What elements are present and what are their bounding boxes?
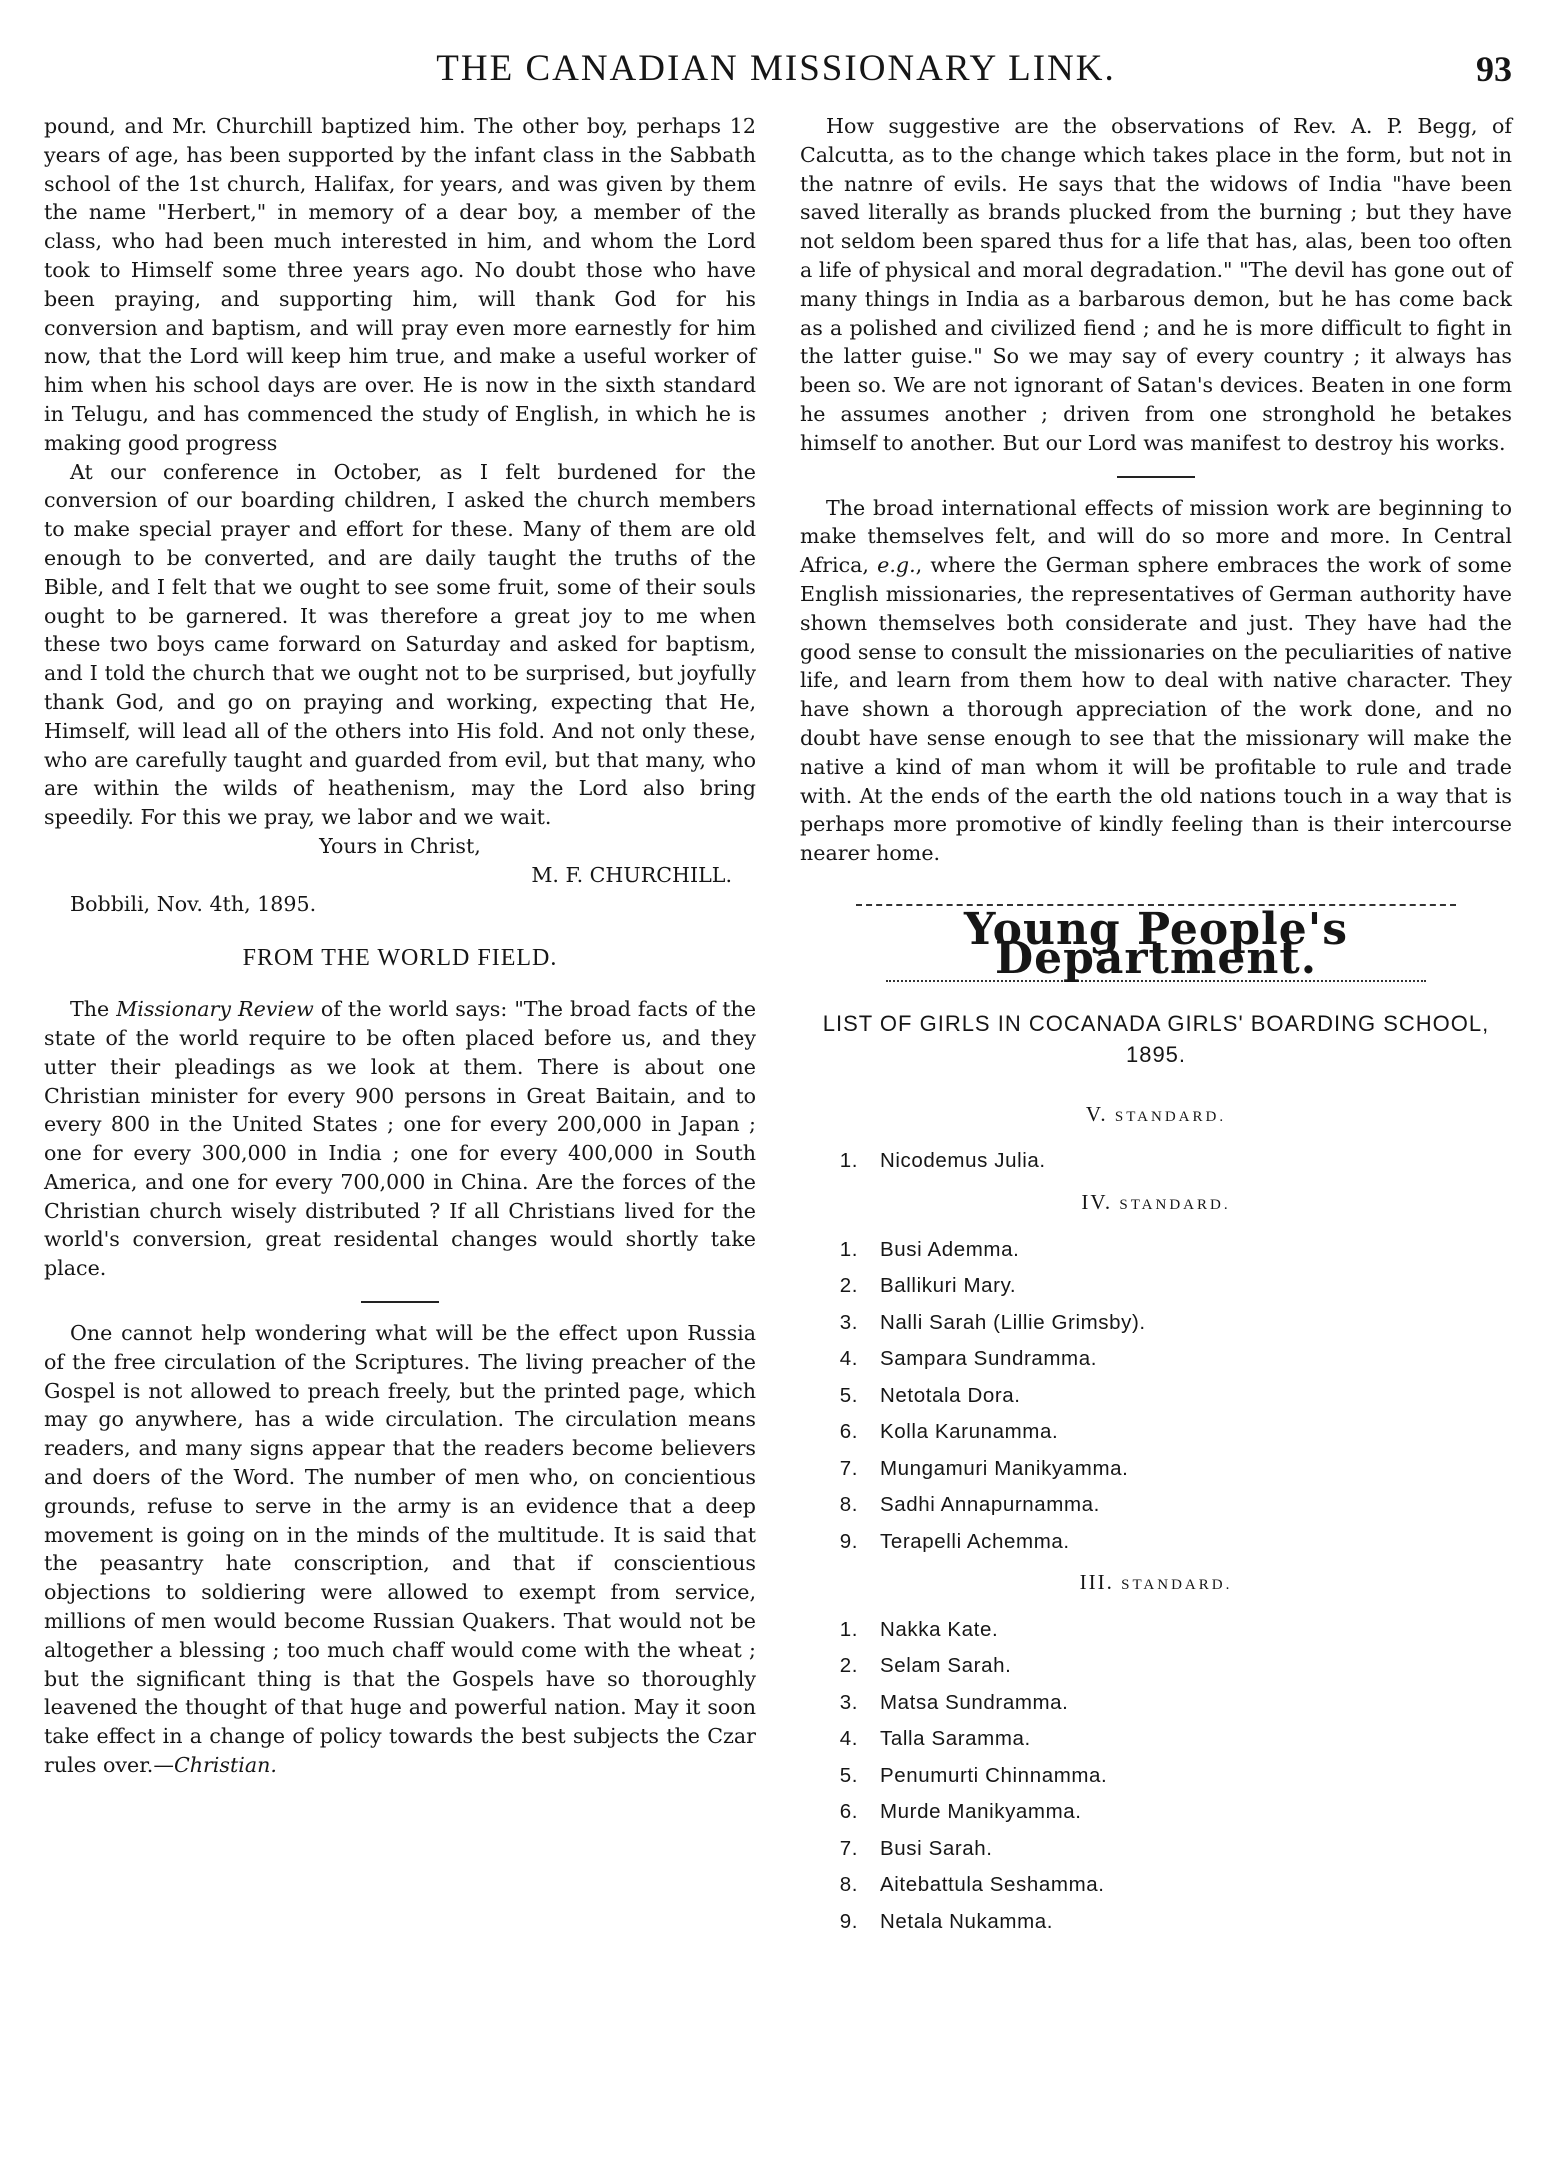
student-name: Penumurti Chinnamma.	[880, 1763, 1108, 1787]
list-number: 3.	[839, 1310, 858, 1334]
list-item	[800, 1268, 1512, 1305]
list-item	[800, 1794, 1512, 1831]
international-effects-paragraph	[800, 494, 1512, 868]
list-number: 3.	[839, 1690, 858, 1714]
divider-rule	[361, 1301, 439, 1303]
student-name: Selam Sarah.	[880, 1654, 1012, 1678]
text-run: The broad international effects of mission work are beginning to make themselves felt, and will do so more and more. In Central Africa,	[800, 495, 1512, 578]
standard-heading	[800, 1100, 1512, 1132]
list-item	[800, 1143, 1512, 1180]
student-name: Netotala Dora.	[880, 1383, 1021, 1407]
text-run: of the world says: "The broad facts of the state of the world require to be often placed before us, and they utter their pleadings as we look at them. There is about one Christian minister for every 900 persons in Great Baitain, and to every 800 in the United States ; one for every 200,000 in Japan ; one for every 300,000 in India ; one for every 400,000 in South America, and one for every 700,000 in China. Are the forces of the Christian church wisely distributed ? If all Christians lived for the world's conversion, great residental changes would shortly take place.	[44, 997, 757, 1281]
publication-name: Missionary Review	[116, 997, 314, 1022]
list-item	[800, 1831, 1512, 1868]
divider-rule	[1117, 476, 1195, 478]
student-name: Terapelli Achemma.	[880, 1529, 1070, 1553]
student-name: Busi Sarah.	[880, 1836, 993, 1860]
letter-place-date: Bobbili, Nov. 4th, 1895.	[70, 891, 317, 916]
list-item	[800, 1232, 1512, 1269]
letter-paragraph-2: At our conference in October, as I felt burdened for the conversion of our boarding children, I asked the church members to make special prayer and effort for these. Many of them are old enough to be converted, and are daily taught the truths of the Bible, and I felt that we ought to see some fruit, some of their souls ought to be garnered. It was therefore a great joy to me when these two boys came forward on Saturday and asked for baptism, and I told the church that we ought not to be surprised, but joyfully thank God, and go on praying and working, expecting that He, Himself, will lead all of the others into His fold. And not only these, who are carefully taught and guarded from evil, but that many, who are within the wilds of heathenism, may the Lord also bring speedily. For this we pray, we labor and we wait.	[44, 459, 756, 830]
standard-heading	[800, 1568, 1512, 1600]
list-number: 7.	[839, 1836, 858, 1860]
list-item	[800, 1487, 1512, 1524]
student-list	[800, 1232, 1512, 1561]
list-item	[800, 1648, 1512, 1685]
student-list	[800, 1143, 1512, 1180]
list-number: 7.	[839, 1456, 858, 1480]
standards-list	[800, 1100, 1512, 1941]
abbreviation-eg: e.g.	[877, 553, 916, 578]
list-number: 1.	[839, 1237, 858, 1261]
student-name: Nicodemus Julia.	[880, 1149, 1046, 1173]
student-name: Matsa Sundramma.	[880, 1690, 1069, 1714]
student-name: Murde Manikyamma.	[880, 1800, 1082, 1824]
list-item	[800, 1758, 1512, 1795]
standard-numeral: IV.	[1081, 1189, 1113, 1214]
student-list	[800, 1612, 1512, 1941]
list-number: 2.	[839, 1654, 858, 1678]
left-column	[44, 112, 756, 1780]
student-name: Netala Nukamma.	[880, 1909, 1054, 1933]
letter-paragraph-1: pound, and Mr. Churchill baptized him. The other boy, perhaps 12 years of age, has been supported by the infant class in the Sabbath school of the 1st church, Halifax, for years, and was given by them the name "Herbert," in memory of a dear boy, a member of the class, who had been much interested in him, and whom the Lord took to Himself some three years ago. No doubt those who have been praying, and supporting him, will thank God for his conversion and baptism, and will pray even more earnestly for him now, that the Lord will keep him true, and make a useful worker of him when his school days are over. He is now in the sixth standard in Telugu, and has commenced the study of English, in which he is making good progress	[44, 114, 756, 455]
source-credit: Christian.	[173, 1753, 277, 1778]
list-number: 8.	[839, 1493, 858, 1517]
list-item	[800, 1378, 1512, 1415]
student-name: Aitebattula Seshamma.	[880, 1873, 1105, 1897]
list-item	[800, 1612, 1512, 1649]
list-item	[800, 1867, 1512, 1904]
letter-signature: M. F. CHURCHILL.	[531, 862, 732, 887]
standard-heading	[800, 1188, 1512, 1220]
journal-title: THE CANADIAN MISSIONARY LINK.	[436, 48, 1116, 89]
standard-numeral: III.	[1079, 1570, 1114, 1595]
student-name: Sampara Sundramma.	[880, 1347, 1098, 1371]
list-number: 9.	[839, 1529, 858, 1553]
student-name: Mungamuri Manikyamma.	[880, 1456, 1129, 1480]
list-item	[800, 1524, 1512, 1561]
student-name: Kolla Karunamma.	[880, 1420, 1059, 1444]
world-field-paragraph-2	[44, 1319, 756, 1780]
page-number: 93	[1476, 49, 1512, 89]
running-header	[40, 42, 1512, 96]
list-item	[800, 1904, 1512, 1941]
list-title: LIST OF GIRLS IN COCANADA GIRLS' BOARDING SCHOOL, 1895.	[822, 1010, 1490, 1067]
section-title-world-field: FROM THE WORLD FIELD.	[242, 945, 558, 972]
student-name: Nakka Kate.	[880, 1617, 999, 1641]
student-name: Busi Ademma.	[880, 1237, 1020, 1261]
list-number: 6.	[839, 1420, 858, 1444]
student-name: Sadhi Annapurnamma.	[880, 1493, 1100, 1517]
student-name: Nalli Sarah (Lillie Grimsby).	[880, 1310, 1146, 1334]
list-number: 1.	[839, 1617, 858, 1641]
student-name: Talla Saramma.	[880, 1727, 1031, 1751]
list-item	[800, 1451, 1512, 1488]
department-title: Young People's Department.	[964, 903, 1348, 984]
list-item	[800, 1341, 1512, 1378]
letter-closing: Yours in Christ,	[319, 833, 481, 858]
begg-paragraph: How suggestive are the observations of Rev. A. P. Begg, of Calcutta, as to the change which takes place in the form, but not in the natnre of evils. He says that the widows of India "have been saved literally as brands plucked from the burning ; but they have not seldom been spared thus for a life that has, alas, been too often a life of physical and moral degradation." "The devil has gone out of many things in India as a barbarous demon, but he has come back as a polished and civilized fiend ; and he is more difficult to fight in the latter guise." So we may say of every country ; it always has been so. We are not ignorant of Satan's devices. Beaten in one form he assumes another ; driven from one stronghold he betakes himself to another. But our Lord was manifest to destroy his works.	[800, 114, 1512, 455]
world-field-paragraph-1	[44, 995, 756, 1283]
list-item	[800, 1685, 1512, 1722]
list-item	[800, 1305, 1512, 1342]
list-number: 8.	[839, 1873, 858, 1897]
list-number: 5.	[839, 1383, 858, 1407]
standard-numeral: V.	[1085, 1101, 1108, 1126]
text-run: The	[70, 997, 117, 1022]
list-item	[800, 1721, 1512, 1758]
text-run: , where the German sphere embraces the work of some English missionaries, the representatives of German authority have shown themselves both considerate and just. They have had the good sense to consult the missionaries on the peculiarities of native life, and learn from them how to deal with native character. They have shown a thorough appreciation of the work done, and no doubt have sense enough to see that the missionary will make the native a kind of man whom it will be profitable to rule and trade with. At the ends of the earth the old nations touch in a way that is perhaps more promotive of kindly feeling than is their intercourse nearer home.	[800, 553, 1512, 866]
standard-label: STANDARD.	[1114, 1108, 1227, 1125]
list-number: 4.	[839, 1727, 858, 1751]
standard-label: STANDARD.	[1119, 1196, 1231, 1213]
list-number: 4.	[839, 1347, 858, 1371]
student-name: Ballikuri Mary.	[880, 1274, 1017, 1298]
text-run: One cannot help wondering what will be the effect upon Russia of the free circulation of the Scriptures. The living preacher of the Gospel is not allowed to preach freely, but the printed page, which may go anywhere, has a wide circulation. The circulation means readers, and many signs appear that the readers become believers and doers of the Word. The number of men who, on concientious grounds, refuse to serve in the army is an evidence that a deep movement is going on in the minds of the multitude. It is said that the peasantry hate conscription, and that if conscientious objections to soldiering were allowed to exempt from service, millions of men would become Russian Quakers. That would not be altogether a blessing ; too much chaff would come with the wheat ; but the significant thing is that the Gospels have so thoroughly leavened the thought of that huge and powerful nation. May it soon take effect in a change of policy towards the best subjects the Czar rules over.—	[44, 1321, 756, 1778]
right-column	[800, 112, 1512, 1948]
list-number: 9.	[839, 1909, 858, 1933]
list-item	[800, 1414, 1512, 1451]
list-number: 2.	[839, 1274, 858, 1298]
list-number: 6.	[839, 1800, 858, 1824]
standard-label: STANDARD.	[1121, 1577, 1233, 1594]
list-number: 5.	[839, 1763, 858, 1787]
list-number: 1.	[839, 1149, 858, 1173]
